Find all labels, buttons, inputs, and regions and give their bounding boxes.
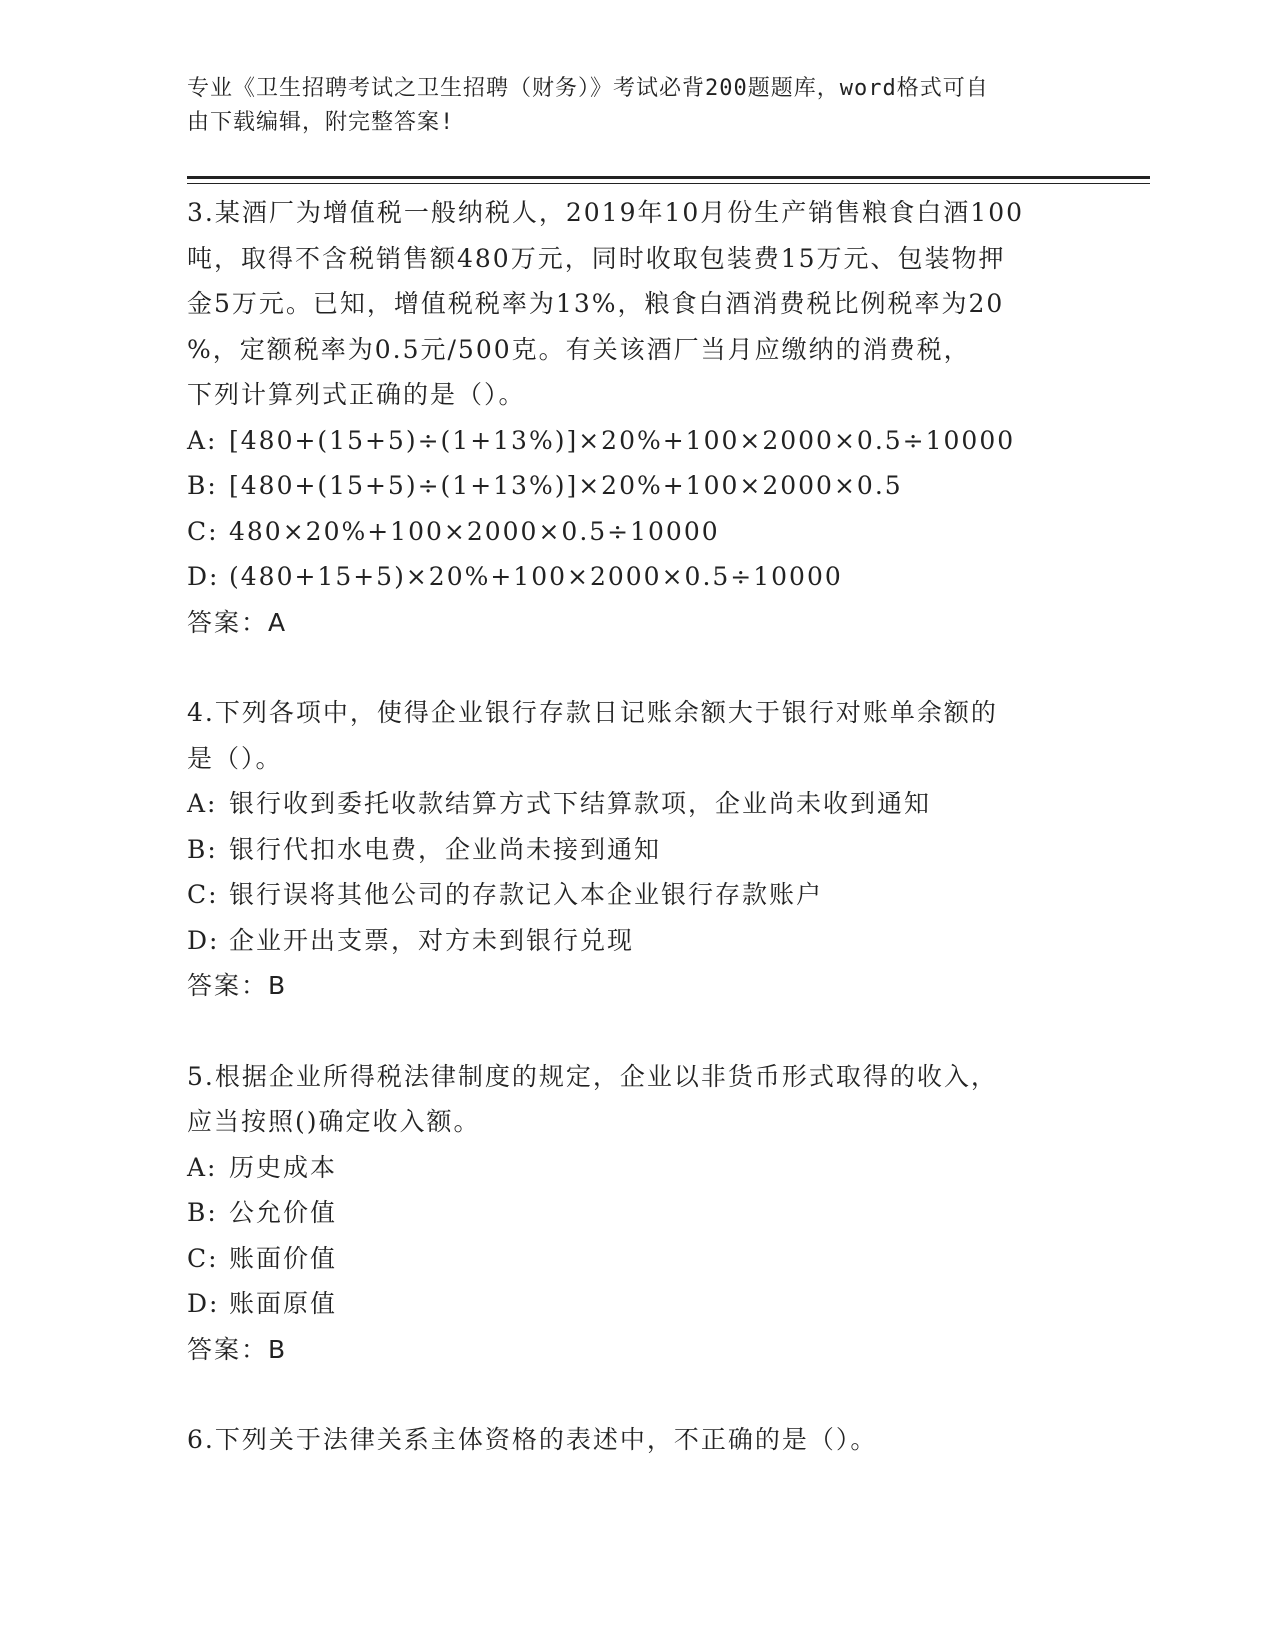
question-stem-line: 应当按照()确定收入额。 [187, 1107, 481, 1136]
option-text: 账面原值 [229, 1289, 338, 1318]
option-text: 480×20%+100×2000×0.5÷10000 [229, 516, 720, 546]
question-stem-line: 吨，取得不含税销售额480万元，同时收取包装费15万元、包装物押 [187, 243, 1006, 273]
option-label: D: [187, 925, 220, 955]
question-stem-line: 3.某酒厂为增值税一般纳税人，2019年10月份生产销售粮食白酒100 [187, 198, 1025, 227]
question-list [187, 190, 1087, 1508]
option-label: C: [187, 1243, 219, 1273]
question-stem-line: 下列计算列式正确的是（）。 [187, 380, 526, 409]
answer-line: 答案：A [187, 607, 288, 637]
option-a [187, 781, 1087, 827]
answer-line: 答案：B [187, 971, 288, 1000]
option-text: 银行代扣水电费，企业尚未接到通知 [229, 834, 662, 864]
question-stem-line: 是（）。 [187, 743, 283, 773]
header-line-2: 由下载编辑，附完整答案! [187, 110, 455, 135]
option-b [187, 827, 1087, 873]
question-5 [187, 1054, 1087, 1373]
question-stem-line: %，定额税率为0.5元/500克。有关该酒厂当月应缴纳的消费税， [187, 334, 971, 364]
option-c [187, 509, 1087, 555]
option-label: B: [187, 1198, 218, 1227]
option-label: A: [187, 425, 218, 455]
option-d [187, 554, 1087, 600]
option-label: D: [187, 562, 220, 591]
option-text: [480+(15+5)÷(1+13%)]×20%+100×2000×0.5 [229, 471, 903, 500]
option-b [187, 463, 1087, 509]
option-text: [480+(15+5)÷(1+13%)]×20%+100×2000×0.5÷10000 [229, 425, 1016, 455]
option-text: 企业开出支票，对方未到银行兑现 [229, 925, 635, 955]
question-stem-line: 5.根据企业所得税法律制度的规定，企业以非货币形式取得的收入， [187, 1061, 998, 1091]
question-stem-line: 4.下列各项中，使得企业银行存款日记账余额大于银行对账单余额的 [187, 698, 998, 727]
question-stem-line: 金5万元。已知，增值税税率为13%，粮食白酒消费税比例税率为20 [187, 289, 1005, 318]
option-b [187, 1190, 1087, 1236]
question-6 [187, 1417, 1087, 1463]
option-text: 银行收到委托收款结算方式下结算款项，企业尚未收到通知 [229, 789, 932, 818]
option-c [187, 1236, 1087, 1282]
option-label: A: [187, 789, 218, 818]
option-label: B: [187, 834, 218, 864]
option-text: 账面价值 [229, 1243, 338, 1273]
header-line-1: 专业《卫生招聘考试之卫生招聘（财务）》考试必背200题题库，word格式可自 [187, 76, 989, 101]
option-text: 历史成本 [229, 1152, 338, 1182]
option-label: C: [187, 880, 219, 909]
document-header [187, 72, 1067, 140]
option-label: C: [187, 516, 219, 546]
answer-line: 答案：B [187, 1334, 288, 1364]
option-d [187, 1281, 1087, 1327]
option-a [187, 418, 1087, 464]
option-a [187, 1145, 1087, 1191]
header-divider-thin [187, 183, 1150, 184]
question-4 [187, 690, 1087, 1009]
option-text: (480+15+5)×20%+100×2000×0.5÷10000 [229, 562, 843, 591]
option-label: B: [187, 471, 218, 500]
option-d [187, 918, 1087, 964]
option-label: A: [187, 1152, 218, 1182]
question-3 [187, 190, 1087, 645]
option-text: 银行误将其他公司的存款记入本企业银行存款账户 [229, 880, 824, 909]
option-label: D: [187, 1289, 220, 1318]
option-c [187, 872, 1087, 918]
question-stem-line: 6.下列关于法律关系主体资格的表述中，不正确的是（）。 [187, 1425, 878, 1454]
option-text: 公允价值 [229, 1198, 338, 1227]
header-divider-thick [187, 176, 1150, 179]
